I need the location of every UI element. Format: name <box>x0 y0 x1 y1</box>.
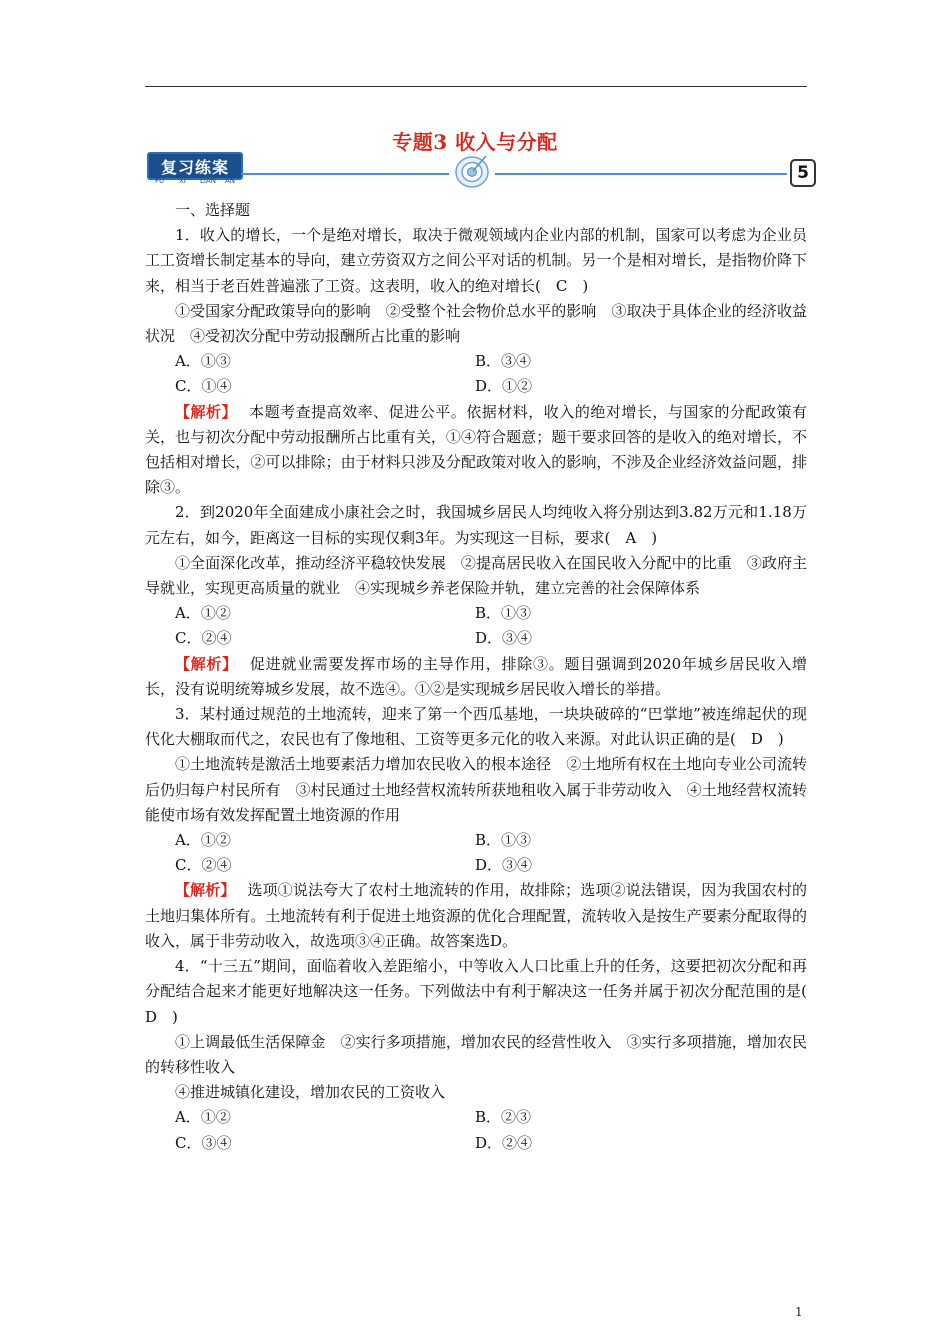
q3-option-d: D．③④ <box>475 856 533 875</box>
q1-option-c: C．①④ <box>175 377 232 396</box>
q3-option-b: B．①③ <box>475 831 532 850</box>
page-number: 1 <box>795 1305 803 1319</box>
section-heading: 一、选择题 <box>175 201 251 219</box>
q4-statement-4: ④推进城镇化建设，增加农民的工资收入 <box>175 1083 446 1102</box>
q1-option-b: B．③④ <box>475 352 532 371</box>
q1-options-row1 <box>145 349 807 374</box>
target-icon <box>452 150 492 190</box>
q1-stem: 1．收入的增长，一个是绝对增长，取决于微观领域内企业内部的机制，国家可以考虑为企业员工工资增长制定基本的导向，建立劳资双方之间公平对话的机制。另一个是相对增长，是指物价降下来，相当于老百姓普遍涨了工资。这表明，收入的绝对增长( C ) <box>145 226 807 295</box>
q4-option-a: A．①② <box>175 1108 231 1127</box>
pinyin-1: FU <box>155 177 165 185</box>
q1-analysis-text: 本题考查提高效率、促进公平。依据材料，收入的绝对增长，与国家的分配政策有关，也与初次分配中劳动报酬所占比重有关，①④符合题意；题干要求回答的是收入的绝对增长，不包括相对增长，②可以排除；由于材料只涉及分配政策对收入的影响，不涉及企业经济效益问题，排除③。 <box>145 402 807 497</box>
q1-option-d: D．①② <box>475 377 533 396</box>
q3-analysis-text: 选项①说法夸大了农村土地流转的作用，故排除；选项②说法错误，因为我国农村的土地归集体所有。土地流转有利于促进土地资源的优化合理配置，流转收入是按生产要素分配取得的收入，属于非劳动收入，故选项③④正确。故答案选D。 <box>145 881 807 950</box>
q2-stem: 2．到2020年全面建成小康社会之时，我国城乡居民人均纯收入将分别达到3.82万元和1.18万元左右，如今，距离这一目标的实现仅剩3年。为实现这一目标，要求( A ) <box>145 503 807 547</box>
q2-option-b: B．①③ <box>475 604 532 623</box>
q4-options-row1 <box>145 1105 807 1130</box>
q1-option-a: A．①③ <box>175 352 231 371</box>
q1-options-row2 <box>145 374 807 399</box>
q2-analysis <box>145 652 807 702</box>
q2-analysis-label: 【解析】 <box>175 654 238 673</box>
pinyin-3: LIAN <box>200 177 216 185</box>
q4-statements: ①上调最低生活保障金 ②实行多项措施，增加农民的经营性收入 ③实行多项措施，增加农民的转移性收入 <box>145 1032 807 1076</box>
q3-stem: 3．某村通过规范的土地流转，迎来了第一个西瓜基地，一块块破碎的“巴掌地”被连绵起伏的现代化大棚取而代之，农民也有了像地租、工资等更多元化的收入来源。对此认识正确的是( D ) <box>145 705 807 749</box>
q4-option-c: C．③④ <box>175 1133 232 1152</box>
exercise-content <box>145 198 823 1156</box>
q3-analysis <box>145 878 807 954</box>
q3-options-row2 <box>145 853 807 878</box>
page-title: 专题3 收入与分配 <box>392 130 558 154</box>
pinyin-4: AN <box>225 177 236 185</box>
banner-line-left <box>241 173 449 175</box>
q4-stem: 4．“十三五”期间，面临着收入差距缩小，中等收入人口比重上升的任务，这要把初次分配和再分配结合起来才能更好地解决这一任务。下列做法中有利于解决这一任务并属于初次分配范围的是( D ) <box>145 957 823 1026</box>
q2-statements: ①全面深化改革，推动经济平稳较快发展 ②提高居民收入在国民收入分配中的比重 ③政府主导就业，实现更高质量的就业 ④实现城乡养老保险并轨，建立完善的社会保障体系 <box>145 553 807 598</box>
q2-option-d: D．③④ <box>475 629 533 648</box>
q3-option-c: C．②④ <box>175 856 232 875</box>
review-badge-label: 复习练案 <box>160 158 229 177</box>
q3-statements: ①土地流转是激活土地要素活力增加农民收入的根本途径 ②土地所有权在土地向专业公司流转后仍归每户村民所有 ③村民通过土地经营权流转所获地租收入属于非劳动收入 ④土地经营权流转能使市场有效发挥配置土地资源的作用 <box>145 755 807 824</box>
banner-line-right <box>495 173 787 175</box>
review-badge <box>147 152 243 180</box>
q4-options-row2 <box>145 1131 807 1156</box>
q4-option-d: D．②④ <box>475 1133 533 1152</box>
header-rule <box>145 86 807 87</box>
q2-options-row1 <box>145 601 807 626</box>
q2-option-c: C．②④ <box>175 629 232 648</box>
q1-analysis <box>145 400 807 501</box>
q3-analysis-label: 【解析】 <box>175 881 236 900</box>
section-banner <box>145 150 815 192</box>
q1-statements: ①受国家分配政策导向的影响 ②受整个社会物价总水平的影响 ③取决于具体企业的经济收益状况 ④受初次分配中劳动报酬所占比重的影响 <box>145 301 807 346</box>
q2-options-row2 <box>145 626 807 651</box>
q2-option-a: A．①② <box>175 604 231 623</box>
q2-analysis-text: 促进就业需要发挥市场的主导作用，排除③。题目强调到2020年城乡居民收入增长，没有说明统筹城乡发展，故不选④。①②是实现城乡居民收入增长的举措。 <box>145 654 807 698</box>
q4-option-b: B．②③ <box>475 1108 532 1127</box>
q3-option-a: A．①② <box>175 831 231 850</box>
q1-analysis-label: 【解析】 <box>175 402 238 421</box>
pinyin-2: XI <box>179 177 186 185</box>
q3-options-row1 <box>145 828 807 853</box>
section-number: 5 <box>790 159 816 187</box>
